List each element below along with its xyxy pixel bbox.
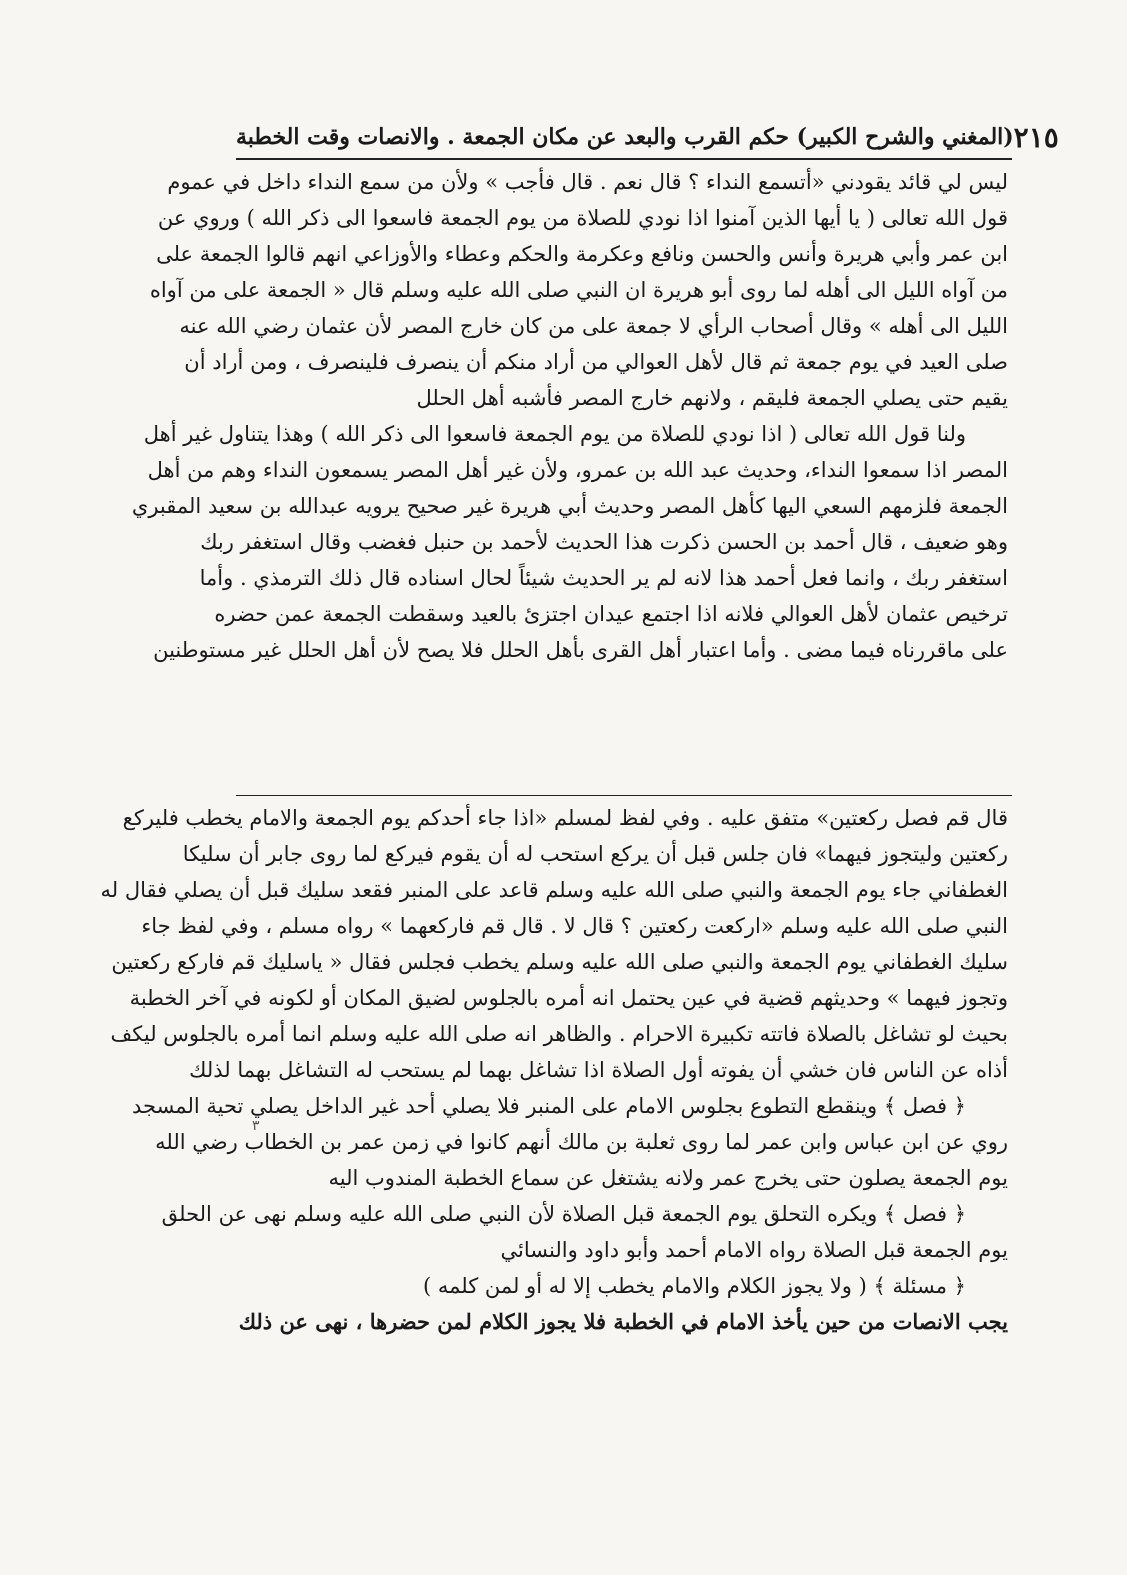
text-line: على ماقررناه فيما مضى . وأما اعتبار أهل القرى بأهل الحلل فلا يصح لأن أهل الحلل غير مستوطنين bbox=[153, 638, 1008, 662]
text-line: ابن عمر وأبي هريرة وأنس والحسن ونافع وعكرمة والحكم وعطاء والأوزاعي انهم قالوا الجمعة على bbox=[156, 242, 1008, 266]
page-number: ٢١٥ bbox=[1013, 120, 1059, 154]
header-title: (المغني والشرح الكبير) حكم القرب والبعد عن مكان الجمعة . والانصات وقت الخطبة bbox=[236, 124, 1014, 150]
section-divider bbox=[236, 795, 1012, 796]
text-line: أذاه عن الناس فان خشي أن يفوته أول الصلاة اذا تشاغل بهما لم يستحب له التشاغل بهما لذلك bbox=[189, 1058, 1008, 1082]
text-line: المصر اذا سمعوا النداء، وحديث عبد الله بن عمرو، ولأن غير أهل المصر يسمعون النداء وهم من أهل bbox=[147, 458, 1008, 482]
text-line: صلى العيد في يوم جمعة ثم قال لأهل العوالي من أراد منكم أن ينصرف فلينصرف ، ومن أراد أن bbox=[184, 350, 1008, 374]
header-rule bbox=[236, 158, 1012, 160]
text-line: من آواه الليل الى أهله لما روى أبو هريرة ان النبي صلى الله عليه وسلم قال « الجمعة على من آواه bbox=[149, 278, 1008, 302]
text-line: قول الله تعالى ( يا أيها الذين آمنوا اذا نودي للصلاة من يوم الجمعة فاسعوا الى ذكر الله ) وروي عن bbox=[157, 206, 1008, 230]
text-line: ترخيص عثمان لأهل العوالي فلانه اذا اجتمع عيدان اجتزئ بالعيد وسقطت الجمعة عمن حضره bbox=[214, 602, 1008, 626]
text-line: روي عن ابن عباس وابن عمر لما روى ثعلبة بن مالك أنهم كانوا في زمن عمر بن الخطاب رضي الله bbox=[155, 1130, 1008, 1154]
footer-mark: ٣ bbox=[252, 1118, 260, 1134]
main-text-block bbox=[131, 164, 1008, 668]
text-line: وهو ضعيف ، قال أحمد بن الحسن ذكرت هذا الحديث لأحمد بن حنبل فغضب وقال استغفر ربك bbox=[200, 530, 1008, 554]
text-line: الليل الى أهله » وقال أصحاب الرأي لا جمعة على من كان خارج المصر لأن عثمان رضي الله عنه bbox=[179, 314, 1008, 338]
text-line: وتجوز فيهما » وحديثهم قضية في عين يحتمل انه أمره بالجلوس لضيق المكان أو لكونه في آخر الخطبة bbox=[129, 986, 1008, 1010]
running-header bbox=[236, 118, 1059, 156]
text-line: يقيم حتى يصلي الجمعة فليقم ، ولانهم خارج المصر فأشبه أهل الحلل bbox=[416, 386, 1008, 410]
text-line: ولنا قول الله تعالى ( اذا نودي للصلاة من يوم الجمعة فاسعوا الى ذكر الله ) وهذا يتناول غير أهل bbox=[143, 422, 966, 446]
text-line: سليك الغطفاني يوم الجمعة والنبي صلى الله عليه وسلم يخطب فجلس فقال « ياسليك قم فاركع ركعتين bbox=[111, 950, 1008, 974]
text-line: قال قم فصل ركعتين» متفق عليه . وفي لفظ لمسلم «اذا جاء أحدكم يوم الجمعة والامام يخطب فليركع bbox=[122, 806, 1008, 830]
text-line: يجب الانصات من حين يأخذ الامام في الخطبة فلا يجوز الكلام لمن حضرها ، نهى عن ذلك bbox=[238, 1309, 1008, 1334]
text-line: ﴿ فصل ﴾ وينقطع التطوع بجلوس الامام على المنبر فلا يصلي أحد غير الداخل يصلي تحية المسجد bbox=[131, 1094, 966, 1118]
text-line: ركعتين وليتجوز فيهما» فان جلس قبل أن يركع استحب له أن يقوم فيركع لما روى جابر أن سليكا bbox=[182, 842, 1008, 866]
text-line: ﴿ فصل ﴾ ويكره التحلق يوم الجمعة قبل الصلاة لأن النبي صلى الله عليه وسلم نهى عن الحلق bbox=[161, 1202, 966, 1226]
commentary-text-block bbox=[100, 800, 1008, 1340]
text-line: يوم الجمعة يصلون حتى يخرج عمر ولانه يشتغل عن سماع الخطبة المندوب اليه bbox=[328, 1166, 1008, 1190]
text-line: يوم الجمعة قبل الصلاة رواه الامام أحمد وأبو داود والنسائي bbox=[500, 1238, 1008, 1262]
text-line: الغطفاني جاء يوم الجمعة والنبي صلى الله عليه وسلم قاعد على المنبر فقعد سليك قبل أن يصلي فقال له bbox=[100, 878, 1008, 902]
text-line: الجمعة فلزمهم السعي اليها كأهل المصر وحديث أبي هريرة غير صحيح يرويه عبدالله بن سعيد المقبري bbox=[131, 494, 1008, 518]
text-line: النبي صلى الله عليه وسلم «اركعت ركعتين ؟ قال لا . قال قم فاركعهما » رواه مسلم ، وفي لفظ جاء bbox=[141, 914, 1008, 938]
text-line: بحيث لو تشاغل بالصلاة فاتته تكبيرة الاحرام . والظاهر انه صلى الله عليه وسلم انما أمره بالجلوس ليكف bbox=[110, 1022, 1008, 1046]
text-line: ليس لي قائد يقودني «أتسمع النداء ؟ قال نعم . قال فأجب » ولأن من سمع النداء داخل في عموم bbox=[167, 170, 1008, 194]
text-line: ﴿ مسئلة ﴾ ( ولا يجوز الكلام والامام يخطب إلا له أو لمن كلمه ) bbox=[422, 1274, 966, 1298]
text-line: استغفر ربك ، وانما فعل أحمد هذا لانه لم ير الحديث شيئاً لحال اسناده قال ذلك الترمذي . وأما bbox=[199, 566, 1008, 590]
